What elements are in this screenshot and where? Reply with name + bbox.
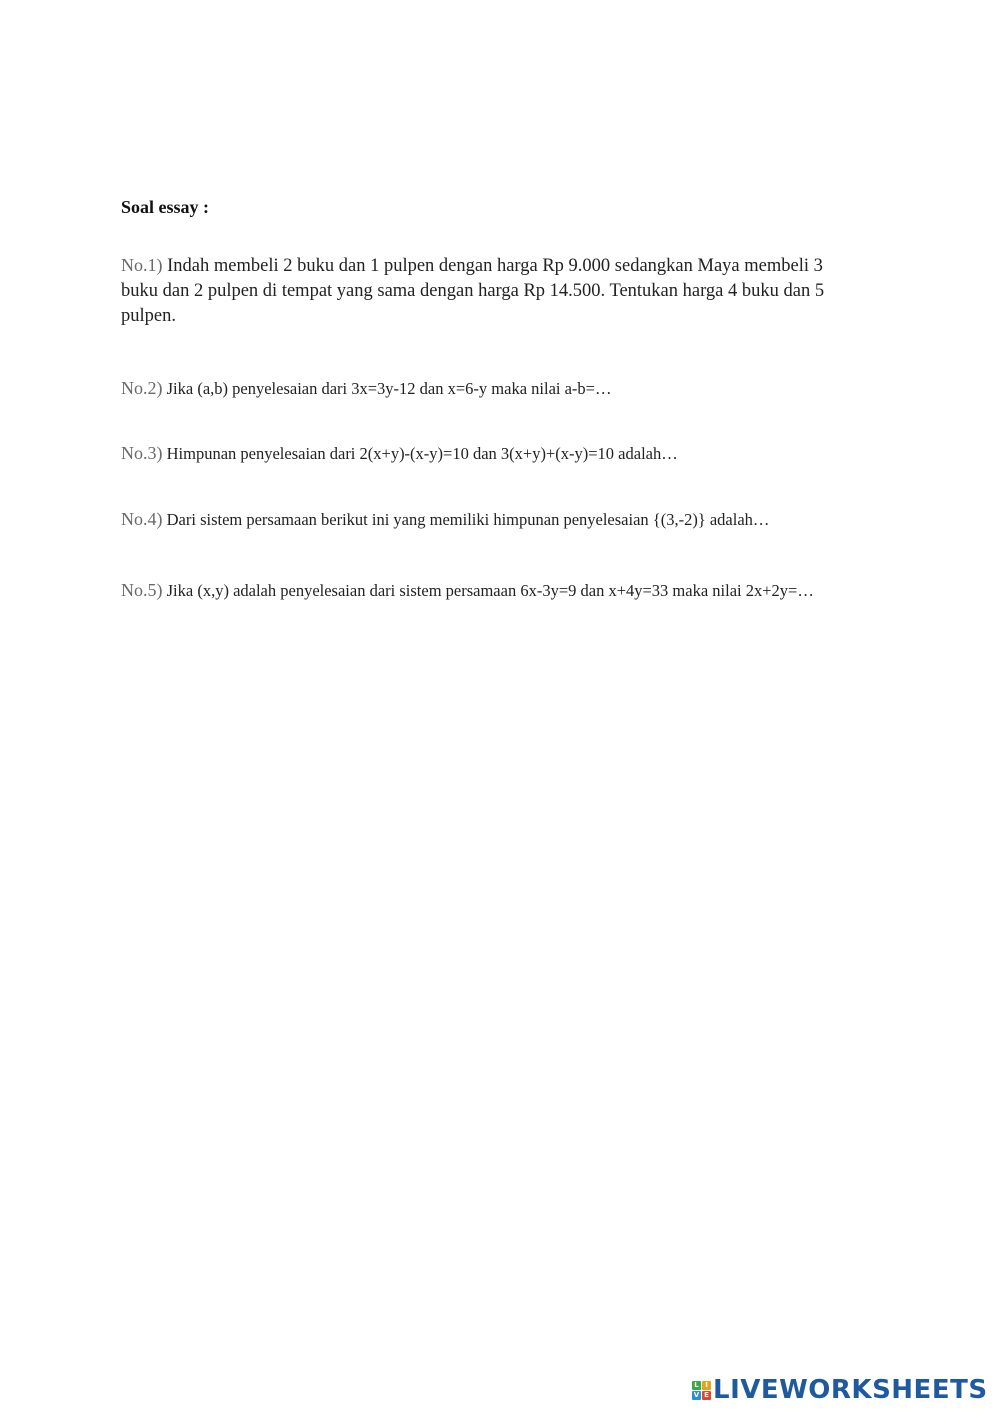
question-text: Jika (x,y) adalah penyelesaian dari sistem persamaan 6x-3y=9 dan x+4y=33 maka nilai 2x+2y=… bbox=[166, 581, 814, 600]
logo-mark-tile: V bbox=[693, 1390, 700, 1399]
logo-mark-tile: E bbox=[702, 1391, 711, 1400]
question-number: No.1) bbox=[121, 255, 163, 275]
question-5 bbox=[121, 573, 851, 608]
question-number: No.3) bbox=[121, 443, 163, 463]
question-1 bbox=[121, 253, 861, 329]
question-text: Dari sistem persamaan berikut ini yang memiliki himpunan penyelesaian {(3,-2)} adalah… bbox=[166, 510, 770, 529]
liveworksheets-logo-icon bbox=[692, 1381, 711, 1400]
question-text: Himpunan penyelesaian dari 2(x+y)-(x-y)=10 dan 3(x+y)+(x-y)=10 adalah… bbox=[166, 444, 678, 463]
question-2 bbox=[121, 377, 861, 400]
question-number: No.5) bbox=[121, 580, 163, 600]
logo-mark-tile: L bbox=[692, 1381, 701, 1390]
question-text: Indah membeli 2 buku dan 1 pulpen dengan harga Rp 9.000 sedangkan Maya membeli 3 buku dan 2 pulpen di tempat yang sama dengan harga Rp 14.500. Tentukan harga 4 buku dan 5 pulpen. bbox=[121, 256, 825, 326]
question-text: Jika (a,b) penyelesaian dari 3x=3y-12 dan x=6-y maka nilai a-b=… bbox=[166, 379, 612, 398]
question-4 bbox=[121, 508, 881, 531]
question-number: No.2) bbox=[121, 378, 163, 398]
section-heading: Soal essay : bbox=[121, 197, 210, 217]
logo-wordmark: LIVEWORKSHEETS bbox=[713, 1375, 988, 1405]
logo-mark-tile: I bbox=[702, 1381, 711, 1390]
question-number: No.4) bbox=[121, 509, 163, 529]
question-3 bbox=[121, 442, 861, 465]
liveworksheets-logo bbox=[692, 1375, 988, 1405]
